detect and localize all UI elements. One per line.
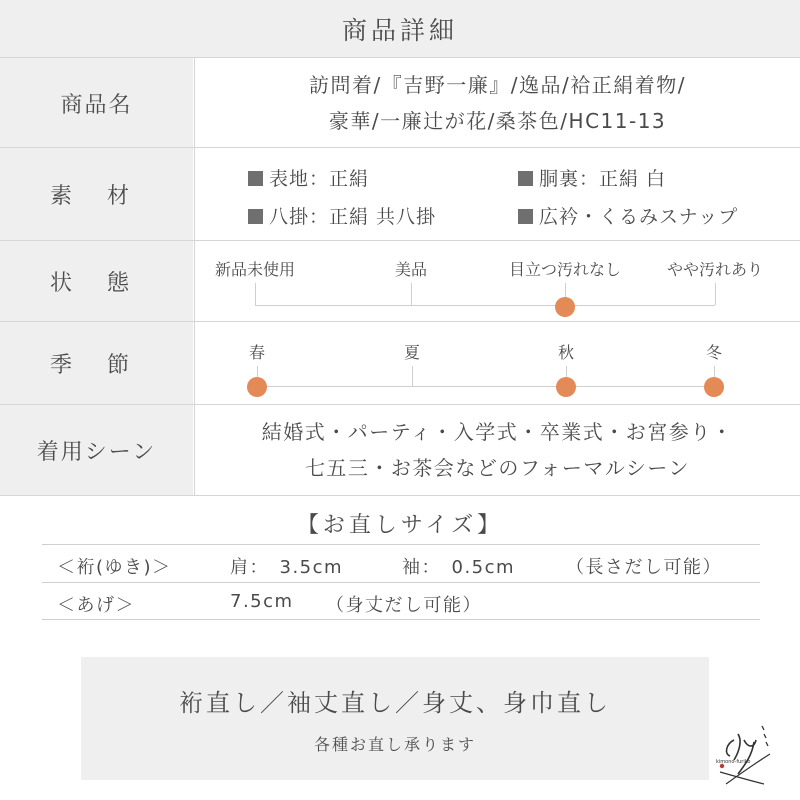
condition-label: 目立つ汚れなし	[508, 260, 622, 279]
condition-label: 新品未使用	[214, 260, 296, 279]
season-axis-line	[257, 386, 714, 387]
product-name-line-1: 訪問着/『吉野一廉』/逸品/袷正絹着物/	[309, 73, 686, 97]
product-name-value	[194, 58, 800, 148]
square-bullet-icon	[518, 209, 533, 224]
season-label: 春	[248, 343, 266, 362]
condition-label: 状 態	[0, 241, 193, 322]
scene-line-1: 結婚式・パーティ・入学式・卒業式・お宮参り・	[261, 420, 734, 444]
season-scale	[194, 322, 800, 405]
season-marker-dot	[556, 377, 576, 397]
material-label: 素 材	[0, 148, 193, 241]
material-item-hakke: 八掛：正絹 共八掛	[248, 202, 436, 229]
square-bullet-icon	[248, 171, 263, 186]
scene-line-2: 七五三・お茶会などのフォーマルシーン	[304, 456, 691, 480]
condition-row	[0, 240, 800, 322]
condition-tick	[715, 283, 716, 305]
service-title: 裄直し／袖丈直し／身丈、身巾直し	[179, 688, 611, 717]
scene-row	[0, 404, 800, 496]
season-marker-dot	[247, 377, 267, 397]
logo-text: kimono-furiko	[716, 759, 751, 765]
scene-label: 着用シーン	[0, 405, 193, 495]
page-title: 商品詳細	[0, 0, 800, 57]
alteration-service-box	[81, 657, 709, 780]
service-subtitle: 各種お直し承ります	[313, 734, 476, 754]
size-section-title: 【お直しサイズ】	[296, 513, 504, 538]
condition-label: やや汚れあり	[666, 260, 764, 279]
season-label: 夏	[403, 343, 421, 362]
scene-value	[194, 405, 800, 495]
age-label: ＜あげ＞	[57, 595, 135, 616]
size-divider-top	[42, 544, 760, 545]
square-bullet-icon	[518, 171, 533, 186]
season-label: 秋	[557, 343, 575, 362]
material-row	[0, 147, 800, 241]
product-name-label: 商品名	[0, 58, 193, 148]
yuki-shoulder: 肩： 3.5cm	[230, 557, 344, 578]
material-value	[194, 148, 800, 241]
material-item-collar: 広衿・くるみスナップ	[518, 202, 738, 229]
square-bullet-icon	[248, 209, 263, 224]
season-marker-dot	[704, 377, 724, 397]
yuki-sleeve: 袖： 0.5cm	[402, 557, 516, 578]
size-divider-mid	[42, 582, 760, 583]
product-name-line-2: 豪華/一廉辻が花/桑茶色/HC11-13	[328, 109, 667, 133]
condition-marker-dot	[555, 297, 575, 317]
season-label: 冬	[705, 343, 723, 362]
age-note: （身丈だし可能）	[326, 595, 482, 616]
condition-axis-line	[255, 305, 715, 306]
product-name-row	[0, 57, 800, 148]
condition-tick	[411, 283, 412, 305]
age-value: 7.5cm	[230, 591, 294, 612]
season-tick	[412, 366, 413, 386]
season-row	[0, 321, 800, 405]
material-item-lining: 胴裏：正絹 白	[518, 164, 666, 191]
yuki-note: （長さだし可能）	[566, 557, 722, 578]
season-label: 季 節	[0, 322, 193, 405]
material-item-outer: 表地：正絹	[248, 164, 369, 191]
yuki-label: ＜裄(ゆき)＞	[57, 557, 172, 578]
size-divider-bottom	[42, 619, 760, 620]
condition-label: 美品	[394, 260, 428, 279]
condition-tick	[255, 283, 256, 305]
condition-scale	[194, 241, 800, 322]
shop-logo	[714, 710, 776, 790]
